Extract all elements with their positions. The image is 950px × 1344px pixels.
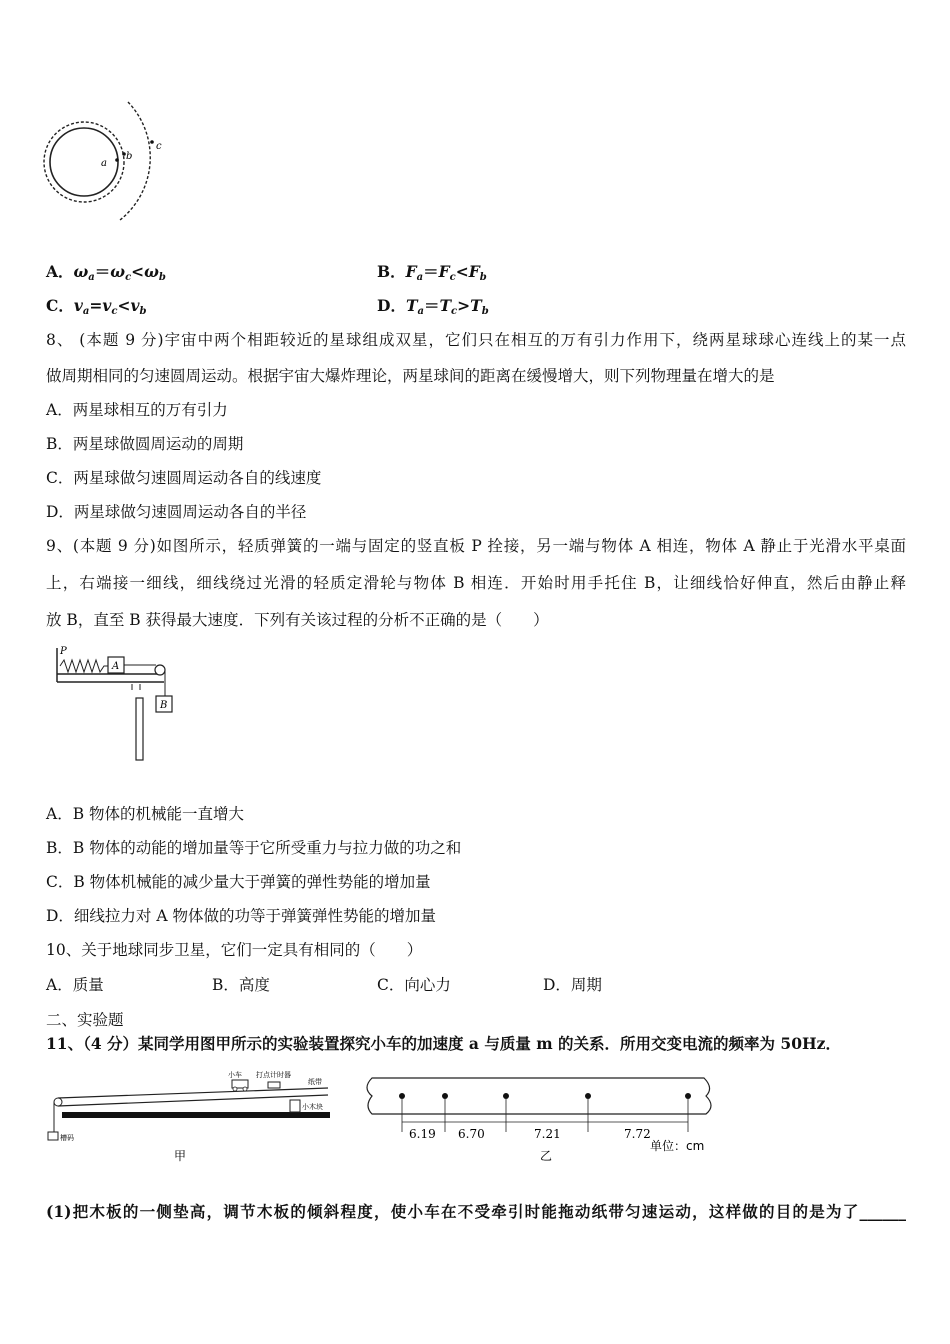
distance-1: 6.19: [409, 1127, 436, 1141]
spring: [60, 660, 108, 672]
point-c: [150, 140, 154, 144]
label-a: A: [112, 661, 120, 672]
q10-option-d: D．周期: [543, 976, 602, 994]
inner-orbit-solid: [50, 128, 118, 196]
q7-option-a: [46, 262, 166, 288]
unit-label: 单位：cm: [650, 1139, 705, 1153]
pulley: [155, 665, 165, 675]
q7-option-b: [377, 262, 487, 288]
pulley: [54, 1098, 62, 1106]
distance-2: 6.70: [458, 1127, 485, 1141]
label-block: 小木块: [302, 1103, 323, 1111]
caption-yi: 乙: [540, 1149, 553, 1163]
dot-5: [685, 1093, 691, 1099]
distance-4: 7.72: [624, 1127, 651, 1141]
option-label: C．: [46, 296, 74, 315]
q7-option-c-text: $v_a=v_c<v_b$: [73, 296, 147, 317]
label-b: B: [160, 700, 168, 711]
caption-jia: 甲: [174, 1149, 187, 1163]
q7-option-a-text: $\omega_a=\omega_c<\omega_b$: [73, 262, 166, 283]
q7-option-b-text: $F_a=F_c<F_b$: [405, 262, 487, 283]
q9-option-b: B．B 物体的动能的增加量等于它所受重力与拉力做的功之和: [46, 839, 462, 857]
wood-block: [290, 1100, 300, 1112]
label-p: P: [60, 646, 67, 657]
label-a: a: [101, 158, 107, 169]
dot-1: [399, 1093, 405, 1099]
q8-option-b: B．两星球做圆周运动的周期: [46, 435, 244, 453]
table-top: [62, 1112, 330, 1118]
q9-option-c: C．B 物体机械能的减少量大于弹簧的弹性势能的增加量: [46, 873, 431, 891]
q7-option-c: [46, 296, 146, 322]
q11-sub1: (1)把木板的一侧垫高，调节木板的倾斜程度，使小车在不受牵引时能拖动纸带匀速运动，这样做的目的是为了______: [46, 1202, 906, 1221]
option-label: B．: [377, 262, 406, 281]
q10-stem: 10、关于地球同步卫星，它们一定具有相同的（ ）: [46, 941, 423, 959]
dot-2: [442, 1093, 448, 1099]
middle-orbit-dashed: [44, 122, 124, 202]
label-b: b: [126, 151, 133, 162]
q7-option-d-text: $T_a=T_c>T_b$: [405, 296, 489, 317]
label-weight: 槽码: [60, 1134, 74, 1142]
q9-stem-line1: 9、(本题 9 分)如图所示，轻质弹簧的一端与固定的竖直板 P 拴接，另一端与物体 A 相连，物体 A 静止于光滑水平桌面: [46, 537, 906, 555]
paper-tape-figure-yi: [362, 1068, 722, 1168]
orbit-figure: [40, 96, 170, 226]
q7-option-d: [377, 296, 489, 322]
distance-3: 7.21: [534, 1127, 561, 1141]
apparatus-figure-jia: [46, 1068, 346, 1168]
q10-option-b: B．高度: [212, 976, 270, 994]
q11-stem: 11、（4 分）某同学用图甲所示的实验装置探究小车的加速度 a 与质量 m 的关系．所用交变电流的频率为 50Hz．: [46, 1034, 841, 1053]
spring-pulley-figure: [52, 644, 182, 764]
label-car: 小车: [228, 1071, 242, 1079]
q8-option-c: C．两星球做匀速圆周运动各自的线速度: [46, 469, 322, 487]
q9-option-d: D．细线拉力对 A 物体做的功等于弹簧弹性势能的增加量: [46, 907, 436, 925]
dot-3: [503, 1093, 509, 1099]
outer-orbit-dashed: [120, 102, 150, 220]
option-label: A．: [46, 262, 74, 281]
point-a: [115, 158, 119, 162]
q10-option-a: A．质量: [46, 976, 104, 994]
q9-option-a: A．B 物体的机械能一直增大: [46, 805, 245, 823]
section-title: 二、实验题: [46, 1011, 124, 1029]
tape-outline: [367, 1078, 711, 1114]
label-c: c: [156, 141, 162, 152]
q8-option-d: D．两星球做匀速圆周运动各自的半径: [46, 503, 307, 521]
timer: [268, 1082, 280, 1088]
hanging-weight: [48, 1132, 58, 1140]
q9-stem-line2: 上，右端接一细线，细线绕过光滑的轻质定滑轮与物体 B 相连．开始时用手托住 B，让细线恰好伸直，然后由静止释: [46, 574, 906, 592]
option-label: D．: [377, 296, 406, 315]
q10-option-c: C．向心力: [377, 976, 451, 994]
q8-stem-line1: 8、 (本题 9 分)宇宙中两个相距较近的星球组成双星，它们只在相互的万有引力作用下，绕两星球球心连线上的某一点: [46, 331, 906, 349]
q9-stem-line3: 放 B，直至 B 获得最大速度．下列有关该过程的分析不正确的是（ ）: [46, 611, 549, 629]
label-tape: 纸带: [308, 1078, 322, 1086]
q8-stem-line2: 做周期相同的匀速圆周运动。根据宇宙大爆炸理论，两星球间的距离在缓慢增大，则下列物理量在增大的是: [46, 367, 775, 385]
dot-4: [585, 1093, 591, 1099]
table-leg: [136, 698, 143, 760]
label-timer: 打点计时器: [256, 1071, 291, 1079]
q8-option-a: A．两星球相互的万有引力: [46, 401, 228, 419]
